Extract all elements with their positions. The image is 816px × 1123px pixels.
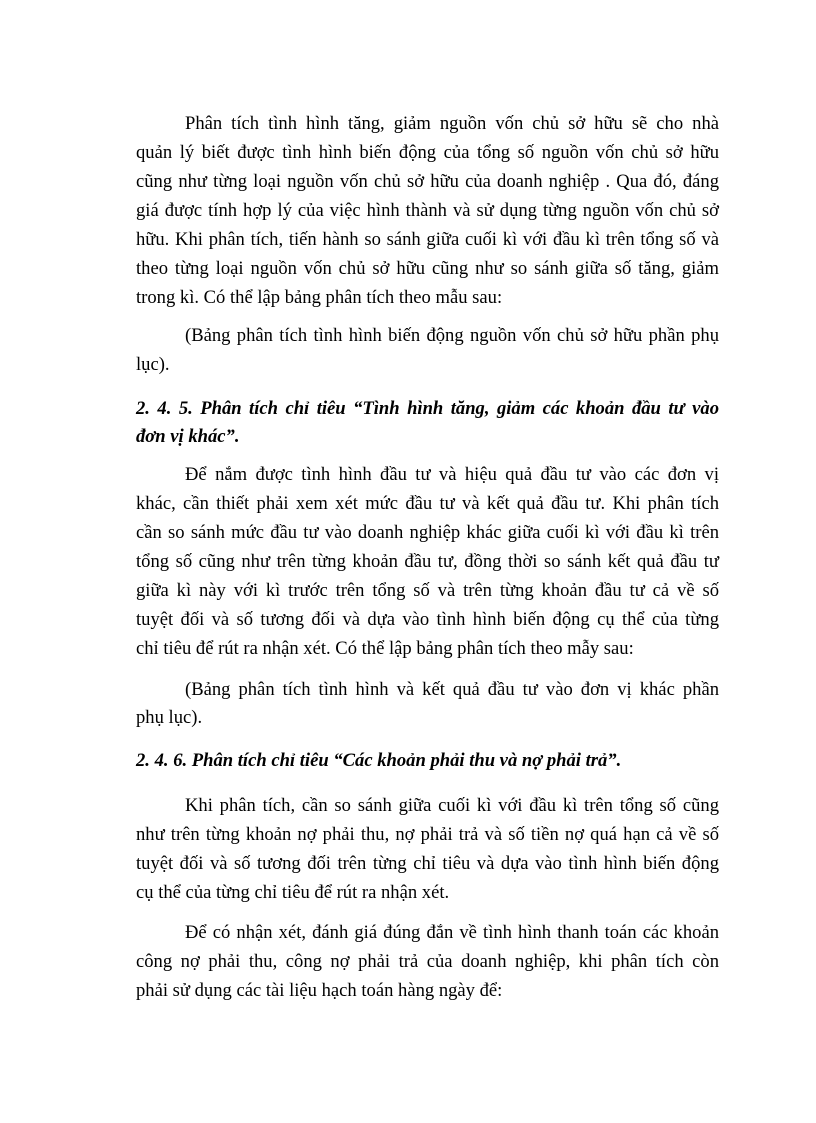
text-line: Để nắm được tình hình đầu tư và hiệu quả đầu tư vào các đơn vị [185, 464, 719, 485]
text-line: tổng số cũng như trên từng khoản đầu tư, đồng thời so sánh kết quả đầu tư [136, 551, 719, 572]
text-line: phụ lục). [136, 707, 203, 728]
heading-line: 2. 4. 6. Phân tích chỉ tiêu “Các khoản phải thu và nợ phải trả”. [136, 750, 622, 771]
text-line: như trên từng khoản nợ phải thu, nợ phải trả và số tiền nợ quá hạn cả về số [136, 824, 719, 845]
text-line: hữu. Khi phân tích, tiến hành so sánh giữa cuối kì với đầu kì trên tổng số và [136, 229, 719, 250]
text-line: (Bảng phân tích tình hình và kết quả đầu tư vào đơn vị khác phần [185, 679, 719, 700]
text-line: Phân tích tình hình tăng, giảm nguồn vốn chủ sở hữu sẽ cho nhà [185, 113, 719, 134]
text-line: cũng như từng loại nguồn vốn chủ sở hữu của doanh nghiệp . Qua đó, đáng [136, 171, 719, 192]
text-line: tuyệt đối và số tương đối và dựa vào tình hình biến động cụ thể của từng [136, 609, 719, 630]
text-line: trong kì. Có thể lập bảng phân tích theo mẫu sau: [136, 287, 503, 308]
text-line: giá được tính hợp lý của việc hình thành và sử dụng từng nguồn vốn chủ sở [136, 200, 719, 221]
text-line: theo từng loại nguồn vốn chủ sở hữu cũng như so sánh giữa số tăng, giảm [136, 258, 719, 279]
heading-line: đơn vị khác”. [136, 426, 240, 447]
text-line: tuyệt đối và số tương đối trên từng chỉ tiêu và dựa vào tình hình biến động [136, 853, 719, 874]
text-line: cần so sánh mức đầu tư vào doanh nghiệp khác giữa cuối kì với đầu kì trên [136, 522, 719, 543]
text-line: (Bảng phân tích tình hình biến động nguồn vốn chủ sở hữu phần phụ [185, 325, 719, 346]
text-line: khác, cần thiết phải xem xét mức đầu tư và kết quả đầu tư. Khi phân tích [136, 493, 719, 514]
text-line: phải sử dụng các tài liệu hạch toán hàng ngày để: [136, 980, 503, 1001]
text-line: chỉ tiêu để rút ra nhận xét. Có thể lập bảng phân tích theo mẫy sau: [136, 638, 634, 659]
text-line: công nợ phải thu, công nợ phải trả của doanh nghiệp, khi phân tích còn [136, 951, 719, 972]
heading-line: 2. 4. 5. Phân tích chỉ tiêu “Tình hình tăng, giảm các khoản đầu tư vào [136, 398, 719, 419]
text-line: quản lý biết được tình hình biến động của tổng số nguồn vốn chủ sở hữu [136, 142, 719, 163]
text-line: Khi phân tích, cần so sánh giữa cuối kì với đầu kì trên tổng số cũng [185, 795, 719, 816]
text-line: Để có nhận xét, đánh giá đúng đắn về tình hình thanh toán các khoản [185, 922, 719, 943]
text-line: cụ thể của từng chỉ tiêu để rút ra nhận xét. [136, 882, 450, 903]
text-line: giữa kì này với kì trước trên tổng số và trên từng khoản đầu tư cả về số [136, 580, 719, 601]
text-line: lục). [136, 354, 170, 375]
